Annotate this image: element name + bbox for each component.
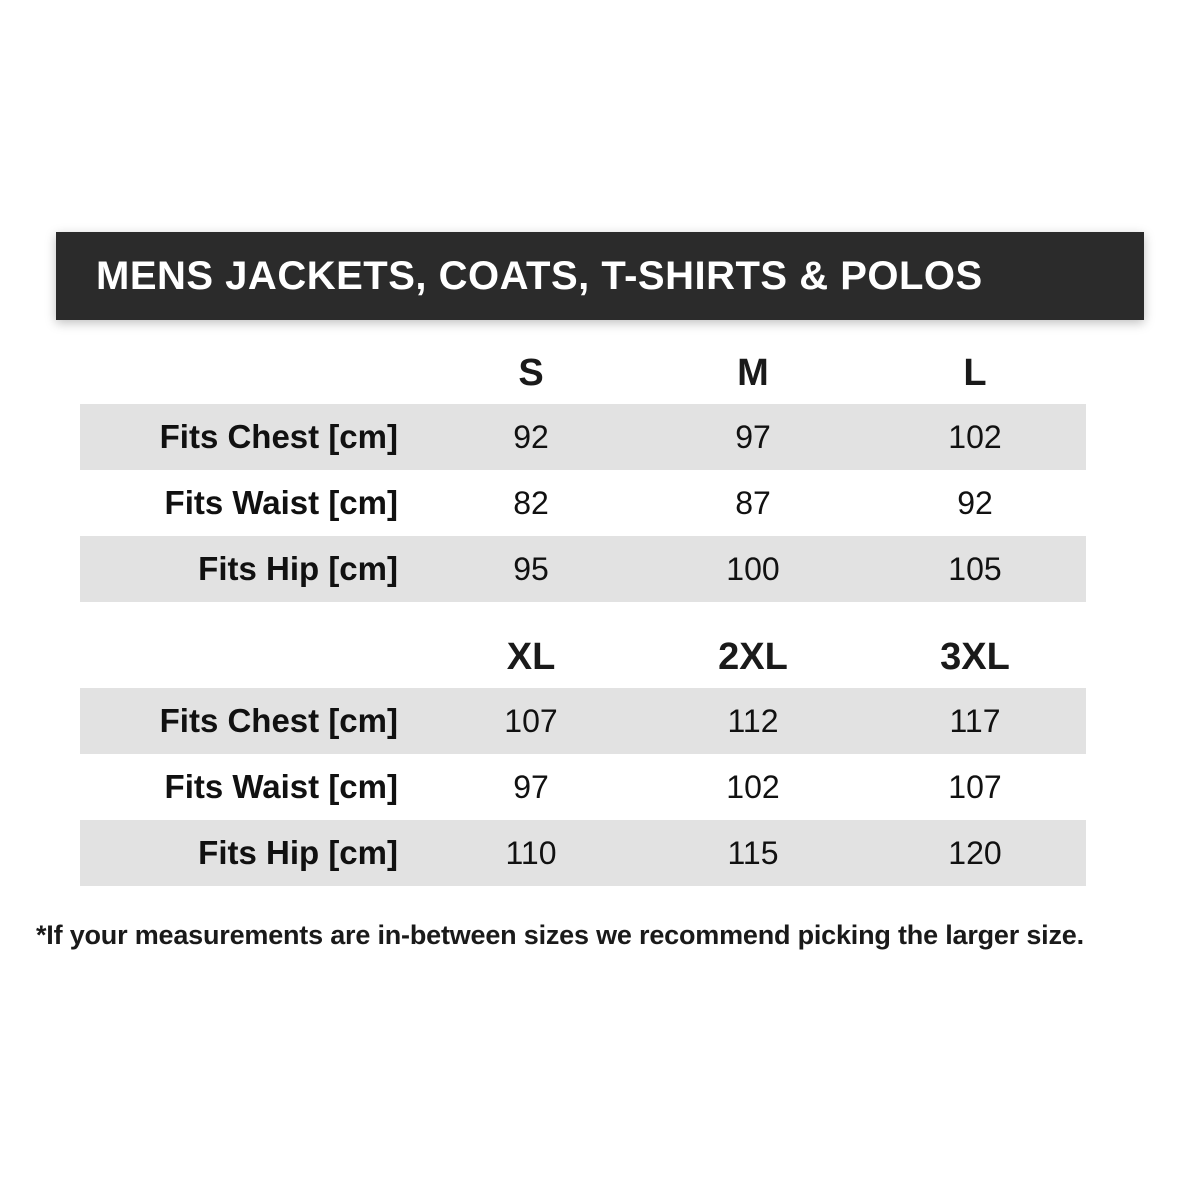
- size-header-s: S: [420, 342, 642, 404]
- size-table-small-medium-large: [80, 342, 1086, 602]
- table-corner-cell: [80, 626, 420, 688]
- page-title: MENS JACKETS, COATS, T-SHIRTS & POLOS: [96, 253, 983, 298]
- cell-chest-m: 97: [642, 404, 864, 470]
- size-header-l: L: [864, 342, 1086, 404]
- table-row: [80, 404, 1086, 470]
- cell-waist-3xl: 107: [864, 754, 1086, 820]
- table-row: [80, 688, 1086, 754]
- table-row: [80, 536, 1086, 602]
- cell-waist-l: 92: [864, 470, 1086, 536]
- cell-waist-s: 82: [420, 470, 642, 536]
- cell-hip-3xl: 120: [864, 820, 1086, 886]
- row-label-fits-hip: Fits Hip [cm]: [80, 820, 420, 886]
- cell-hip-2xl: 115: [642, 820, 864, 886]
- table-row: [80, 754, 1086, 820]
- cell-waist-2xl: 102: [642, 754, 864, 820]
- cell-hip-s: 95: [420, 536, 642, 602]
- row-label-fits-waist: Fits Waist [cm]: [80, 754, 420, 820]
- cell-chest-l: 102: [864, 404, 1086, 470]
- size-table-xl-2xl-3xl: [80, 626, 1086, 886]
- title-banner: [56, 232, 1144, 320]
- row-label-fits-chest: Fits Chest [cm]: [80, 688, 420, 754]
- size-header-xl: XL: [420, 626, 642, 688]
- table-row: [80, 470, 1086, 536]
- cell-chest-3xl: 117: [864, 688, 1086, 754]
- row-label-fits-waist: Fits Waist [cm]: [80, 470, 420, 536]
- cell-chest-2xl: 112: [642, 688, 864, 754]
- cell-hip-l: 105: [864, 536, 1086, 602]
- cell-hip-m: 100: [642, 536, 864, 602]
- footnote-text: *If your measurements are in-between sizes we recommend picking the larger size.: [36, 920, 1084, 950]
- cell-hip-xl: 110: [420, 820, 642, 886]
- cell-chest-xl: 107: [420, 688, 642, 754]
- size-header-m: M: [642, 342, 864, 404]
- size-header-2xl: 2XL: [642, 626, 864, 688]
- row-label-fits-chest: Fits Chest [cm]: [80, 404, 420, 470]
- table-row: [80, 820, 1086, 886]
- table-corner-cell: [80, 342, 420, 404]
- cell-waist-m: 87: [642, 470, 864, 536]
- table-header-row: [80, 626, 1086, 688]
- table-header-row: [80, 342, 1086, 404]
- cell-chest-s: 92: [420, 404, 642, 470]
- size-header-3xl: 3XL: [864, 626, 1086, 688]
- row-label-fits-hip: Fits Hip [cm]: [80, 536, 420, 602]
- cell-waist-xl: 97: [420, 754, 642, 820]
